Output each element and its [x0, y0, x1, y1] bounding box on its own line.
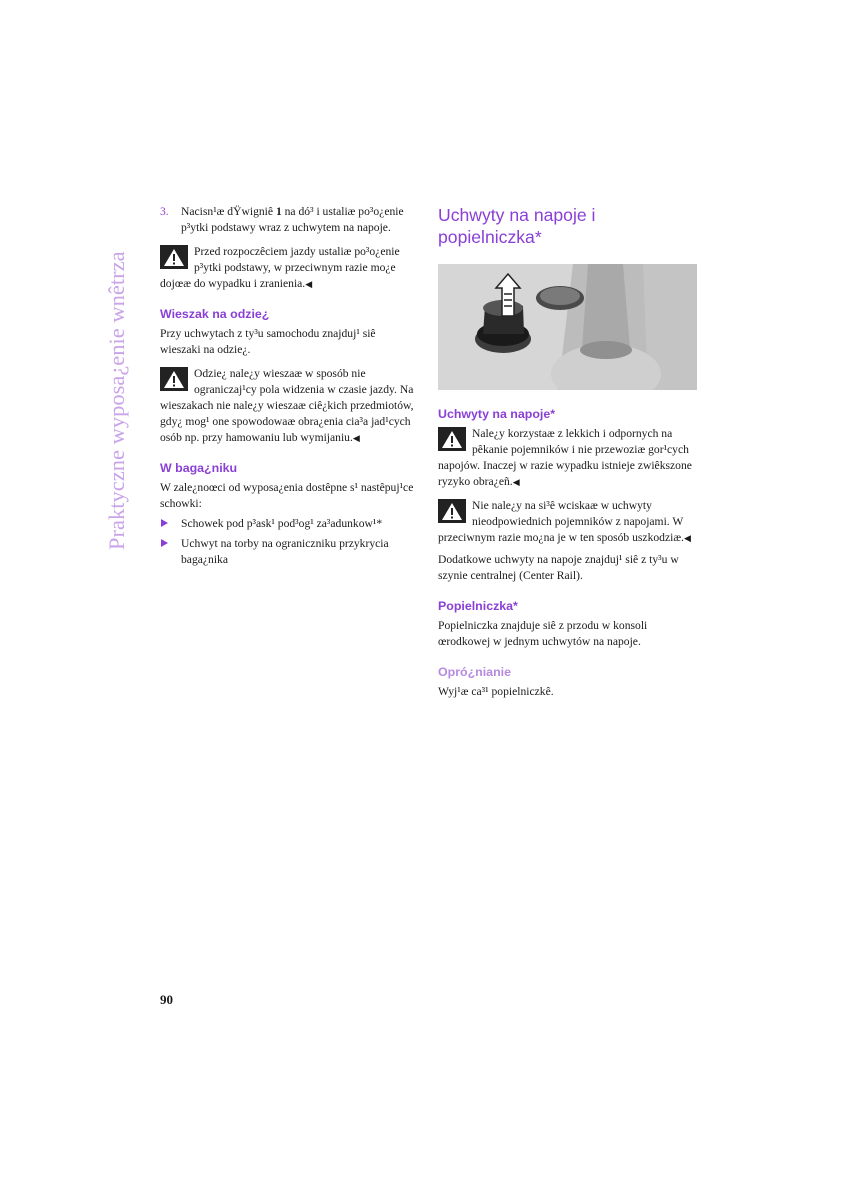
right-column	[438, 204, 697, 700]
warning-icon	[160, 367, 188, 391]
warning-note-position	[160, 244, 418, 292]
bullet-triangle-icon	[161, 539, 168, 547]
end-mark-icon: ◀	[512, 477, 520, 487]
step-text-post: na dó³ i ustaliæ po³o¿enie p³ytki podstawy wraz z uchwytem na napoje.	[181, 205, 404, 234]
paragraph-bagaznik: W zale¿noœci od wyposa¿enia dostêpne s¹ nastêpuj¹ce schowki:	[160, 481, 414, 510]
warning-note-clothes	[160, 366, 418, 446]
page-number: 90	[160, 992, 173, 1007]
step-number: 3.	[160, 205, 169, 218]
heading-uchwyty: Uchwyty na napoje*	[438, 407, 556, 421]
warning-text: Nie nale¿y na si³ê wciskaæ w uchwyty nieodpowiednich pojemników z napojami. W przeciwnym razie mo¿na je w ten sposób uszkodziæ.	[438, 499, 684, 544]
step-bold-lever: 1	[275, 205, 282, 218]
storage-list	[160, 516, 418, 568]
heading-bagaznik: W baga¿niku	[160, 461, 238, 475]
bullet-triangle-icon	[161, 519, 168, 527]
warning-text: Nale¿y korzystaæ z lekkich i odpornych na pêkanie pojemników i nie przewoziæ gor¹cych napojów. Inaczej w razie wypadku istnieje zwiêkszone ryzyko obra¿eñ.	[438, 427, 692, 488]
end-mark-icon: ◀	[305, 279, 313, 289]
paragraph-popielniczka: Popielniczka znajduje siê z przodu w konsoli œrodkowej w jednym uchwytów na napoje.	[438, 619, 648, 648]
list-item	[160, 516, 418, 532]
list-item-text: Uchwyt na torby na ograniczniku przykrycia baga¿nika	[181, 537, 389, 566]
left-column	[160, 204, 418, 568]
warning-icon	[438, 427, 466, 451]
warning-icon	[438, 499, 466, 523]
warning-note-containers	[438, 498, 697, 546]
paragraph-extra-holders: Dodatkowe uchwyty na napoje znajduj¹ siê z ty³u w szynie centralnej (Center Rail).	[438, 553, 679, 582]
step-text-pre: Nacisn¹æ dŸwigniê	[181, 205, 276, 218]
end-mark-icon: ◀	[683, 533, 691, 543]
cupholder-photo	[438, 264, 697, 390]
warning-text: Przed rozpoczêciem jazdy ustaliæ po³o¿enie p³ytki podstawy, w przeciwnym razie mo¿e dojœæ do wypadku i zranienia.	[160, 245, 400, 290]
heading-popielniczka: Popielniczka*	[438, 599, 518, 613]
paragraph-oproznianie: Wyj¹æ ca³¹ popielniczkê.	[438, 685, 554, 698]
warning-note-drinks	[438, 426, 697, 490]
list-item-text: Schowek pod p³ask¹ pod³og¹ za³adunkow¹*	[181, 517, 383, 530]
heading-oproznianie: Opró¿nianie	[438, 665, 511, 679]
section-title: Uchwyty na napoje i popielniczka*	[438, 205, 596, 247]
warning-text: Odzie¿ nale¿y wieszaæ w sposób nie ograniczaj¹cy pola widzenia w czasie jazdy. Na wieszakach nie nale¿y wieszaæ ciê¿kich przedmiotów, gdy¿ mog¹ one spowodowaæ obra¿enia cia³a jad¹cych osób np. przy hamowaniu lub wymijaniu.	[160, 367, 414, 444]
list-item	[160, 536, 418, 568]
heading-wieszak: Wieszak na odzie¿	[160, 307, 270, 321]
warning-icon	[160, 245, 188, 269]
chapter-side-title: Praktyczne wyposa¿enie wnêtrza	[104, 251, 129, 550]
end-mark-icon: ◀	[352, 433, 360, 443]
step-3	[160, 204, 418, 236]
paragraph-wieszak: Przy uchwytach z ty³u samochodu znajduj¹ siê wieszaki na odzie¿.	[160, 327, 376, 356]
